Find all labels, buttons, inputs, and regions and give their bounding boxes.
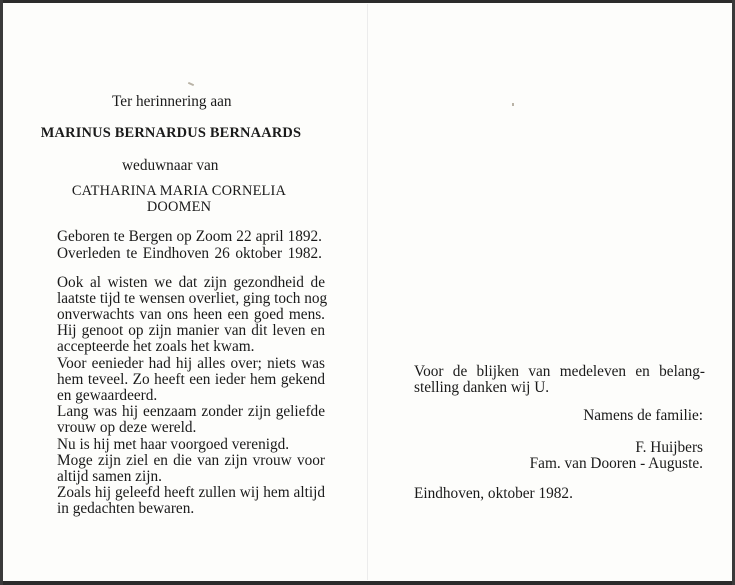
text-line: Nu is hij met haar voorgoed verenigd. [57,436,290,453]
intro-text: Ter herinnering aan [112,93,232,110]
card-edge-top [0,0,735,3]
family-label: Namens de familie: [583,407,703,424]
signature-2: Fam. van Dooren - Auguste. [529,455,703,472]
thanks-line-2: stelling danken wij U. [414,379,550,396]
text-line: vrouw op deze wereld. [57,419,197,436]
text-line: Voor eenieder had hij alles over; niets was [57,355,325,372]
spouse-name-line1: CATHARINA MARIA CORNELIA [71,183,287,199]
relation-text: weduwnaar van [122,157,219,174]
text-line: Ook al wisten we dat zijn gezondheid de [57,274,325,291]
paper-speck [188,82,194,86]
death-line: Overleden te Eindhoven 26 oktober 1982. [57,245,322,262]
text-line: accepteerde het zoals het kwam. [57,338,255,355]
text-line: en gewaardeerd. [57,387,158,404]
thanks-line-1: Voor de blijken van medeleven en belang- [414,363,705,380]
text-line: Moge zijn ziel en die van zijn vrouw voor [57,452,325,469]
card-edge-left [0,0,3,585]
place-date: Eindhoven, oktober 1982. [414,485,573,502]
text-line: laatste tijd te wensen overliet, ging toch nog [57,290,328,307]
center-fold [367,4,368,580]
text-line: hem teveel. Zo heeft een ieder hem gekend [57,371,325,388]
text-line: onverwachts van ons heen een goed mens. [57,306,325,323]
text-line: altijd samen zijn. [57,468,162,485]
text-line: Lang was hij eenzaam zonder zijn geliefde [57,403,325,420]
spouse-name-line2: DOOMEN [146,199,212,215]
deceased-name: MARINUS BERNARDUS BERNAARDS [40,125,302,141]
paper-speck [512,103,514,106]
signature-1: F. Huijbers [635,439,703,456]
text-line: in gedachten bewaren. [57,500,195,517]
text-line: Hij genoot op zijn manier van dit leven en [57,322,325,339]
birth-line: Geboren te Bergen op Zoom 22 april 1892. [57,228,322,245]
card-edge-bottom [0,581,735,585]
text-line: Zoals hij geleefd heeft zullen wij hem altijd [57,484,325,501]
